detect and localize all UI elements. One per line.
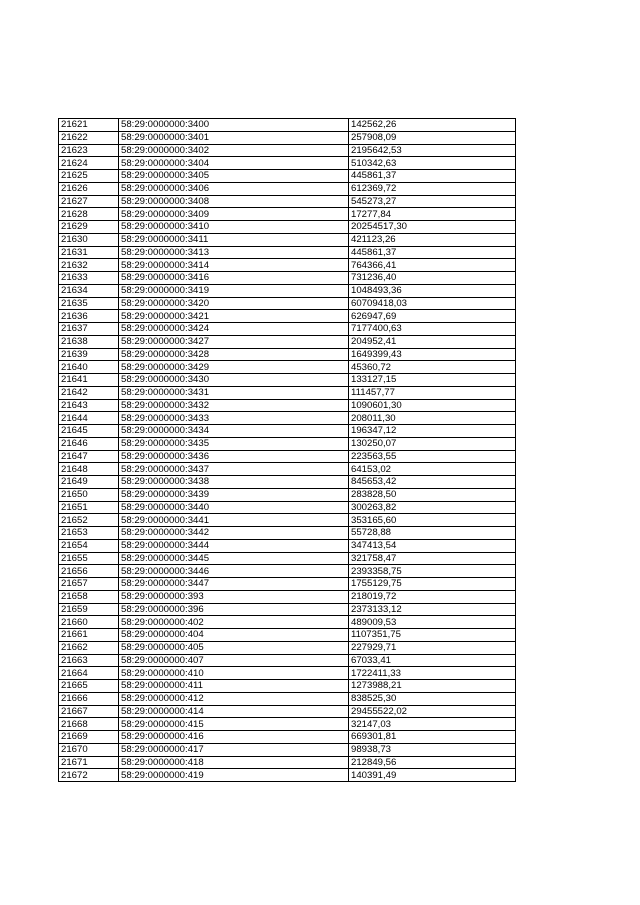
row-number-cell: 21628	[59, 208, 119, 221]
value-cell: 731236,40	[349, 272, 516, 285]
row-number-cell: 21661	[59, 629, 119, 642]
cadastral-number-cell: 58:29:0000000:3413	[119, 246, 349, 259]
row-number-cell: 21644	[59, 412, 119, 425]
value-cell: 838525,30	[349, 692, 516, 705]
cadastral-value-table	[58, 118, 516, 782]
row-number-cell: 21664	[59, 667, 119, 680]
table-row	[59, 590, 516, 603]
value-cell: 133127,15	[349, 374, 516, 387]
value-cell: 29455522,02	[349, 705, 516, 718]
value-cell: 1273988,21	[349, 680, 516, 693]
table-row	[59, 718, 516, 731]
row-number-cell: 21658	[59, 590, 119, 603]
value-cell: 612369,72	[349, 182, 516, 195]
row-number-cell: 21650	[59, 488, 119, 501]
row-number-cell: 21623	[59, 144, 119, 157]
value-cell: 257908,09	[349, 131, 516, 144]
row-number-cell: 21672	[59, 769, 119, 782]
value-cell: 283828,50	[349, 488, 516, 501]
row-number-cell: 21641	[59, 374, 119, 387]
table-row	[59, 310, 516, 323]
row-number-cell: 21636	[59, 310, 119, 323]
table-row	[59, 616, 516, 629]
table-row	[59, 335, 516, 348]
cadastral-number-cell: 58:29:0000000:3433	[119, 412, 349, 425]
value-cell: 208011,30	[349, 412, 516, 425]
value-cell: 45360,72	[349, 361, 516, 374]
cadastral-number-cell: 58:29:0000000:411	[119, 680, 349, 693]
table-row	[59, 514, 516, 527]
cadastral-number-cell: 58:29:0000000:3434	[119, 425, 349, 438]
cadastral-number-cell: 58:29:0000000:418	[119, 756, 349, 769]
cadastral-number-cell: 58:29:0000000:414	[119, 705, 349, 718]
value-cell: 20254517,30	[349, 221, 516, 234]
row-number-cell: 21630	[59, 233, 119, 246]
table-row	[59, 476, 516, 489]
value-cell: 421123,26	[349, 233, 516, 246]
table-row	[59, 221, 516, 234]
cadastral-number-cell: 58:29:0000000:3404	[119, 157, 349, 170]
row-number-cell: 21663	[59, 654, 119, 667]
table-row	[59, 705, 516, 718]
cadastral-number-cell: 58:29:0000000:3424	[119, 323, 349, 336]
table-row	[59, 692, 516, 705]
value-cell: 32147,03	[349, 718, 516, 731]
cadastral-number-cell: 58:29:0000000:3406	[119, 182, 349, 195]
row-number-cell: 21637	[59, 323, 119, 336]
row-number-cell: 21667	[59, 705, 119, 718]
value-cell: 227929,71	[349, 641, 516, 654]
table-row	[59, 667, 516, 680]
cadastral-number-cell: 58:29:0000000:3421	[119, 310, 349, 323]
row-number-cell: 21633	[59, 272, 119, 285]
value-cell: 218019,72	[349, 590, 516, 603]
table-row	[59, 195, 516, 208]
cadastral-number-cell: 58:29:0000000:3445	[119, 552, 349, 565]
value-cell: 98938,73	[349, 743, 516, 756]
value-cell: 353165,60	[349, 514, 516, 527]
table-row	[59, 641, 516, 654]
cadastral-number-cell: 58:29:0000000:3419	[119, 284, 349, 297]
value-cell: 545273,27	[349, 195, 516, 208]
cadastral-number-cell: 58:29:0000000:3429	[119, 361, 349, 374]
row-number-cell: 21632	[59, 259, 119, 272]
table-row	[59, 297, 516, 310]
row-number-cell: 21648	[59, 463, 119, 476]
cadastral-number-cell: 58:29:0000000:405	[119, 641, 349, 654]
table-row	[59, 386, 516, 399]
cadastral-number-cell: 58:29:0000000:3444	[119, 539, 349, 552]
value-cell: 626947,69	[349, 310, 516, 323]
cadastral-number-cell: 58:29:0000000:3402	[119, 144, 349, 157]
row-number-cell: 21666	[59, 692, 119, 705]
table-row	[59, 450, 516, 463]
table-row	[59, 488, 516, 501]
cadastral-number-cell: 58:29:0000000:393	[119, 590, 349, 603]
value-cell: 300263,82	[349, 501, 516, 514]
row-number-cell: 21660	[59, 616, 119, 629]
row-number-cell: 21639	[59, 348, 119, 361]
row-number-cell: 21640	[59, 361, 119, 374]
value-cell: 142562,26	[349, 119, 516, 132]
row-number-cell: 21625	[59, 170, 119, 183]
value-cell: 212849,56	[349, 756, 516, 769]
table-row	[59, 501, 516, 514]
cadastral-number-cell: 58:29:0000000:3441	[119, 514, 349, 527]
value-cell: 489009,53	[349, 616, 516, 629]
row-number-cell: 21638	[59, 335, 119, 348]
value-cell: 347413,54	[349, 539, 516, 552]
value-cell: 1722411,33	[349, 667, 516, 680]
row-number-cell: 21643	[59, 399, 119, 412]
value-cell: 204952,41	[349, 335, 516, 348]
cadastral-number-cell: 58:29:0000000:3416	[119, 272, 349, 285]
cadastral-number-cell: 58:29:0000000:3401	[119, 131, 349, 144]
cadastral-number-cell: 58:29:0000000:3432	[119, 399, 349, 412]
cadastral-number-cell: 58:29:0000000:3411	[119, 233, 349, 246]
table-row	[59, 527, 516, 540]
cadastral-number-cell: 58:29:0000000:3439	[119, 488, 349, 501]
table-row	[59, 539, 516, 552]
table-row	[59, 463, 516, 476]
table-row	[59, 348, 516, 361]
table-row	[59, 361, 516, 374]
cadastral-number-cell: 58:29:0000000:410	[119, 667, 349, 680]
cadastral-number-cell: 58:29:0000000:3408	[119, 195, 349, 208]
table-row	[59, 437, 516, 450]
value-cell: 60709418,03	[349, 297, 516, 310]
row-number-cell: 21655	[59, 552, 119, 565]
cadastral-number-cell: 58:29:0000000:3427	[119, 335, 349, 348]
table-row	[59, 284, 516, 297]
row-number-cell: 21621	[59, 119, 119, 132]
cadastral-number-cell: 58:29:0000000:3414	[119, 259, 349, 272]
table-row	[59, 425, 516, 438]
cadastral-number-cell: 58:29:0000000:3446	[119, 565, 349, 578]
value-cell: 1649399,43	[349, 348, 516, 361]
table-row	[59, 743, 516, 756]
row-number-cell: 21646	[59, 437, 119, 450]
cadastral-number-cell: 58:29:0000000:419	[119, 769, 349, 782]
table-row	[59, 259, 516, 272]
cadastral-number-cell: 58:29:0000000:417	[119, 743, 349, 756]
table-row	[59, 731, 516, 744]
row-number-cell: 21629	[59, 221, 119, 234]
row-number-cell: 21669	[59, 731, 119, 744]
row-number-cell: 21642	[59, 386, 119, 399]
cadastral-number-cell: 58:29:0000000:3431	[119, 386, 349, 399]
cadastral-number-cell: 58:29:0000000:415	[119, 718, 349, 731]
value-cell: 111457,77	[349, 386, 516, 399]
table-row	[59, 246, 516, 259]
table-row	[59, 680, 516, 693]
table-row	[59, 654, 516, 667]
cadastral-number-cell: 58:29:0000000:407	[119, 654, 349, 667]
cadastral-number-cell: 58:29:0000000:3447	[119, 578, 349, 591]
cadastral-number-cell: 58:29:0000000:3435	[119, 437, 349, 450]
row-number-cell: 21631	[59, 246, 119, 259]
table-row	[59, 157, 516, 170]
table-row	[59, 565, 516, 578]
table-row	[59, 208, 516, 221]
row-number-cell: 21654	[59, 539, 119, 552]
row-number-cell: 21671	[59, 756, 119, 769]
cadastral-number-cell: 58:29:0000000:3430	[119, 374, 349, 387]
table-row	[59, 756, 516, 769]
cadastral-number-cell: 58:29:0000000:3409	[119, 208, 349, 221]
row-number-cell: 21627	[59, 195, 119, 208]
cadastral-number-cell: 58:29:0000000:3437	[119, 463, 349, 476]
table-row	[59, 233, 516, 246]
value-cell: 445861,37	[349, 170, 516, 183]
cadastral-number-cell: 58:29:0000000:3438	[119, 476, 349, 489]
cadastral-number-cell: 58:29:0000000:3420	[119, 297, 349, 310]
row-number-cell: 21651	[59, 501, 119, 514]
row-number-cell: 21652	[59, 514, 119, 527]
row-number-cell: 21653	[59, 527, 119, 540]
row-number-cell: 21626	[59, 182, 119, 195]
row-number-cell: 21668	[59, 718, 119, 731]
table-row	[59, 412, 516, 425]
value-cell: 321758,47	[349, 552, 516, 565]
value-cell: 2195642,53	[349, 144, 516, 157]
row-number-cell: 21657	[59, 578, 119, 591]
value-cell: 1048493,36	[349, 284, 516, 297]
table-row	[59, 578, 516, 591]
cadastral-number-cell: 58:29:0000000:402	[119, 616, 349, 629]
cadastral-number-cell: 58:29:0000000:3440	[119, 501, 349, 514]
table-row	[59, 119, 516, 132]
row-number-cell: 21624	[59, 157, 119, 170]
table-row	[59, 603, 516, 616]
value-cell: 445861,37	[349, 246, 516, 259]
row-number-cell: 21647	[59, 450, 119, 463]
cadastral-number-cell: 58:29:0000000:3442	[119, 527, 349, 540]
row-number-cell: 21662	[59, 641, 119, 654]
cadastral-number-cell: 58:29:0000000:3410	[119, 221, 349, 234]
row-number-cell: 21645	[59, 425, 119, 438]
row-number-cell: 21656	[59, 565, 119, 578]
row-number-cell: 21635	[59, 297, 119, 310]
value-cell: 669301,81	[349, 731, 516, 744]
cadastral-number-cell: 58:29:0000000:3436	[119, 450, 349, 463]
value-cell: 764366,41	[349, 259, 516, 272]
cadastral-number-cell: 58:29:0000000:416	[119, 731, 349, 744]
row-number-cell: 21622	[59, 131, 119, 144]
value-cell: 510342,63	[349, 157, 516, 170]
table-row	[59, 170, 516, 183]
value-cell: 1107351,75	[349, 629, 516, 642]
table-row	[59, 399, 516, 412]
table-row	[59, 769, 516, 782]
row-number-cell: 21659	[59, 603, 119, 616]
row-number-cell: 21634	[59, 284, 119, 297]
table-row	[59, 374, 516, 387]
cadastral-number-cell: 58:29:0000000:412	[119, 692, 349, 705]
value-cell: 223563,55	[349, 450, 516, 463]
value-cell: 1755129,75	[349, 578, 516, 591]
cadastral-number-cell: 58:29:0000000:3400	[119, 119, 349, 132]
table-row	[59, 144, 516, 157]
table-body	[59, 119, 516, 782]
value-cell: 55728,88	[349, 527, 516, 540]
cadastral-number-cell: 58:29:0000000:404	[119, 629, 349, 642]
table-row	[59, 629, 516, 642]
value-cell: 1090601,30	[349, 399, 516, 412]
table-row	[59, 182, 516, 195]
value-cell: 196347,12	[349, 425, 516, 438]
cadastral-number-cell: 58:29:0000000:3428	[119, 348, 349, 361]
value-cell: 7177400,63	[349, 323, 516, 336]
value-cell: 2373133,12	[349, 603, 516, 616]
row-number-cell: 21649	[59, 476, 119, 489]
value-cell: 140391,49	[349, 769, 516, 782]
cadastral-number-cell: 58:29:0000000:3405	[119, 170, 349, 183]
value-cell: 67033,41	[349, 654, 516, 667]
table-row	[59, 272, 516, 285]
table-row	[59, 323, 516, 336]
row-number-cell: 21665	[59, 680, 119, 693]
table-row	[59, 552, 516, 565]
value-cell: 130250,07	[349, 437, 516, 450]
value-cell: 845653,42	[349, 476, 516, 489]
value-cell: 64153,02	[349, 463, 516, 476]
table-row	[59, 131, 516, 144]
value-cell: 2393358,75	[349, 565, 516, 578]
row-number-cell: 21670	[59, 743, 119, 756]
value-cell: 17277,84	[349, 208, 516, 221]
cadastral-number-cell: 58:29:0000000:396	[119, 603, 349, 616]
